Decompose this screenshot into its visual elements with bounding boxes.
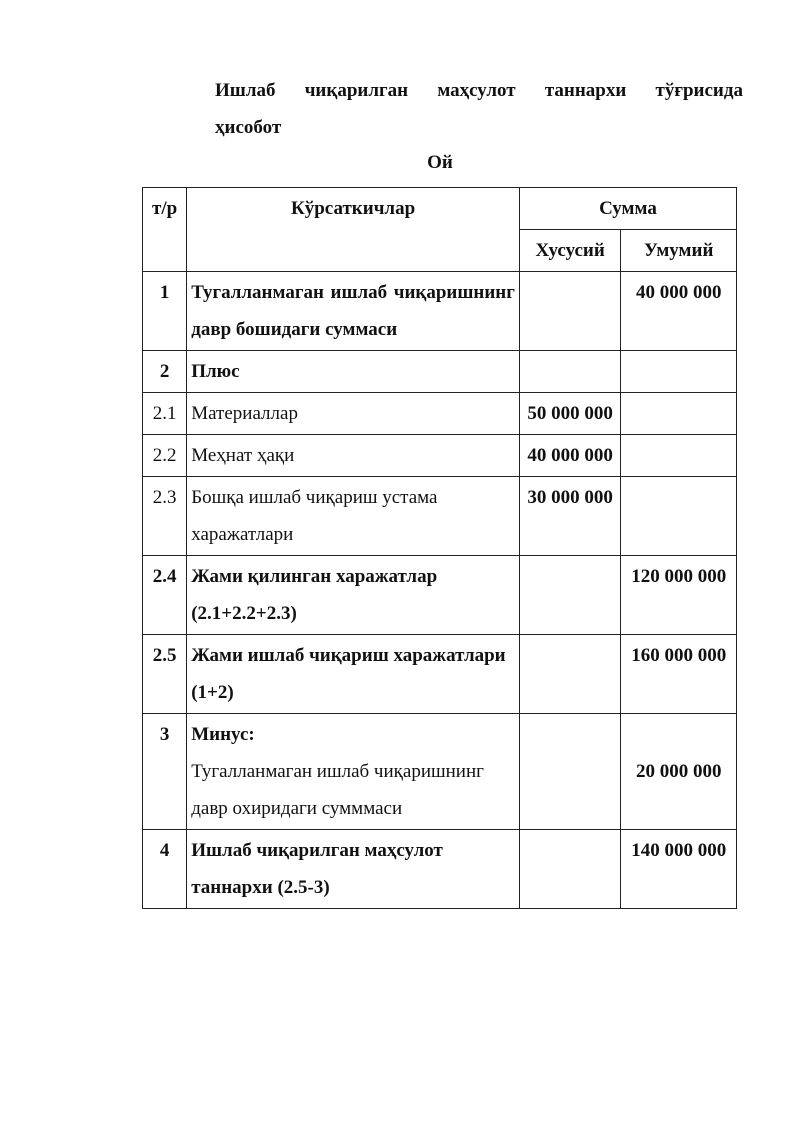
row-total: 120 000 000: [621, 556, 737, 635]
report-title-line-2: ҳисобот: [215, 117, 282, 138]
report-period: Ой: [427, 152, 453, 173]
table-row: [143, 477, 737, 556]
row-total: [621, 435, 737, 477]
row-name: Ишлаб чиқарилган маҳсулот таннархи (2.5-3): [187, 830, 520, 909]
table-row: [143, 556, 737, 635]
row-num: 2.3: [143, 477, 187, 556]
row-private: 40 000 000: [519, 435, 621, 477]
row-num: 2: [143, 351, 187, 393]
row-private: [519, 830, 621, 909]
row-total: 20 000 000: [621, 714, 737, 830]
table-row: [143, 830, 737, 909]
header-indicators: Кўрсаткичлар: [187, 188, 520, 272]
row-total: 160 000 000: [621, 635, 737, 714]
header-sum: Сумма: [519, 188, 736, 230]
table-row: [143, 435, 737, 477]
table-row: [143, 351, 737, 393]
row-name: Плюс: [187, 351, 520, 393]
header-num: т/р: [143, 188, 187, 272]
report-title: [215, 72, 743, 146]
row-private: 30 000 000: [519, 477, 621, 556]
row-total: 40 000 000: [621, 272, 737, 351]
row-total: [621, 477, 737, 556]
header-total: Умумий: [621, 230, 737, 272]
row-total: 140 000 000: [621, 830, 737, 909]
row-name: Тугалланмаган ишлаб чиқаришнинг давр охиридаги сумммаси: [191, 761, 484, 819]
row-private: 50 000 000: [519, 393, 621, 435]
row-name: Жами қилинган харажатлар (2.1+2.2+2.3): [187, 556, 520, 635]
row-name-cell: [187, 714, 520, 830]
row-private: [519, 556, 621, 635]
row-name: Жами ишлаб чиқариш харажатлари (1+2): [187, 635, 520, 714]
table-row: [143, 714, 737, 830]
row-num: 2.1: [143, 393, 187, 435]
row-num: 1: [143, 272, 187, 351]
row-name: Бошқа ишлаб чиқариш устама харажатлари: [187, 477, 520, 556]
table-row: [143, 393, 737, 435]
row-private: [519, 635, 621, 714]
table-header-row: [143, 188, 737, 230]
row-private: [519, 714, 621, 830]
row-name-label: Минус:: [191, 724, 255, 745]
row-name: Меҳнат ҳақи: [187, 435, 520, 477]
row-num: 2.4: [143, 556, 187, 635]
row-total: [621, 393, 737, 435]
row-num: 2.5: [143, 635, 187, 714]
row-private: [519, 351, 621, 393]
row-total: [621, 351, 737, 393]
row-num: 3: [143, 714, 187, 830]
row-num: 2.2: [143, 435, 187, 477]
row-name: Материаллар: [187, 393, 520, 435]
table-row: [143, 635, 737, 714]
report-title-line-1: Ишлаб чиқарилган маҳсулот таннархи тўғрисида: [215, 80, 743, 101]
header-private: Хусусий: [519, 230, 621, 272]
table-row: [143, 272, 737, 351]
cost-report-table: [142, 187, 737, 909]
row-name: Тугалланмаган ишлаб чиқаришнинг давр бошидаги суммаси: [187, 272, 520, 351]
row-num: 4: [143, 830, 187, 909]
row-private: [519, 272, 621, 351]
